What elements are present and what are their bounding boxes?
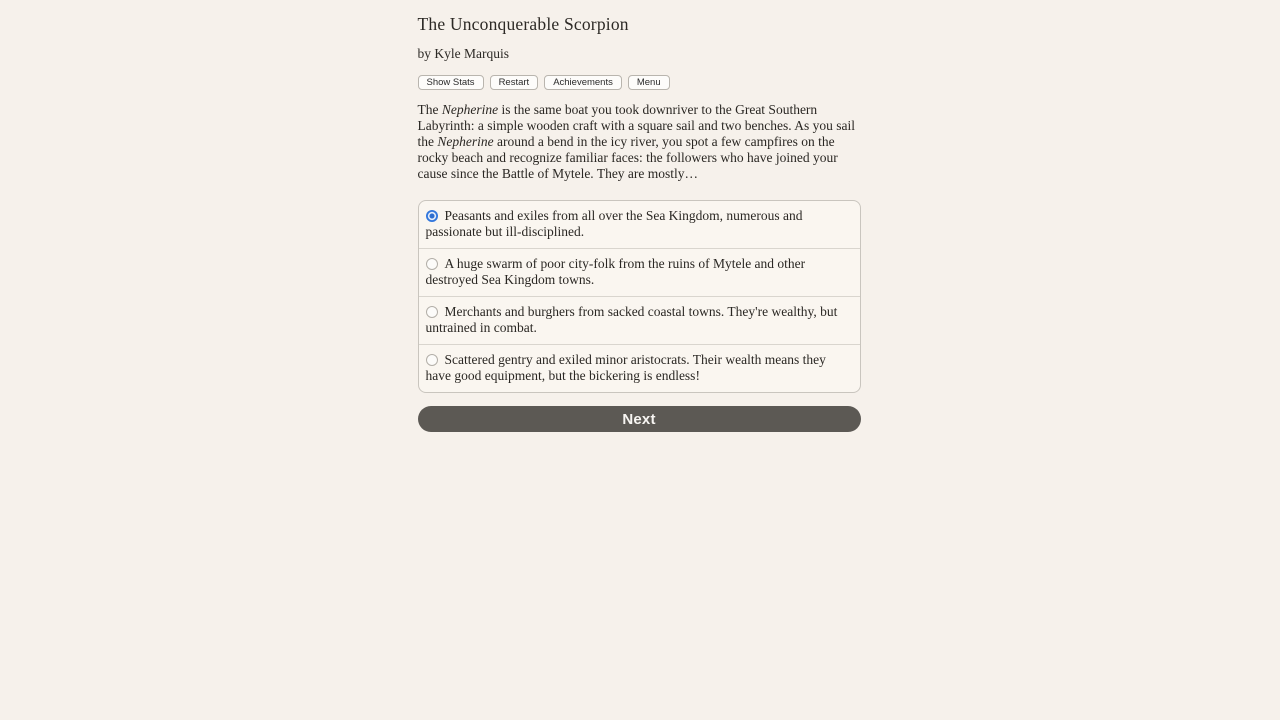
story-text-segment-italic: Nepherine [437,134,494,149]
radio-button-icon[interactable] [426,210,438,222]
choice-option-peasants[interactable] [419,201,860,248]
story-text-segment: is the same boat you took downriver to the Great Southern Labyrinth: a simple wooden craft with a square sail and two benches. As you sail the [417,102,856,149]
choice-option-label: Scattered gentry and exiled minor aristocrats. Their wealth means they have good equipment, but the bickering is endless! [425,352,826,383]
next-button[interactable]: Next [418,406,861,432]
game-page [418,0,861,432]
choice-option-city-folk[interactable] [419,248,860,296]
story-text-segment-italic: Nepherine [441,102,499,117]
radio-button-icon[interactable] [426,258,438,270]
menu-button[interactable]: Menu [628,75,670,90]
restart-button[interactable]: Restart [490,75,539,90]
author-byline: by Kyle Marquis [417,46,509,61]
choice-option-label: Peasants and exiles from all over the Sea Kingdom, numerous and passionate but ill-disciplined. [425,208,803,239]
story-text-segment: around a bend in the icy river, you spot a few campfires on the rocky beach and recognize familiar faces: the followers who have joined your cause since the Battle of Mytele. They are mostly… [417,134,838,181]
toolbar [418,75,861,90]
show-stats-button[interactable]: Show Stats [418,75,484,90]
radio-button-icon[interactable] [426,306,438,318]
choice-option-label: Merchants and burghers from sacked coastal towns. They're wealthy, but untrained in combat. [425,304,838,335]
choice-option-label: A huge swarm of poor city-folk from the ruins of Mytele and other destroyed Sea Kingdom towns. [425,256,806,287]
achievements-button[interactable]: Achievements [544,75,622,90]
choice-option-gentry[interactable] [419,344,860,392]
page-title: The Unconquerable Scorpion [417,14,629,34]
radio-button-icon[interactable] [426,354,438,366]
story-paragraph [418,102,861,182]
story-text-segment: The [417,102,442,117]
choice-option-merchants[interactable] [419,296,860,344]
choice-group [418,200,861,393]
